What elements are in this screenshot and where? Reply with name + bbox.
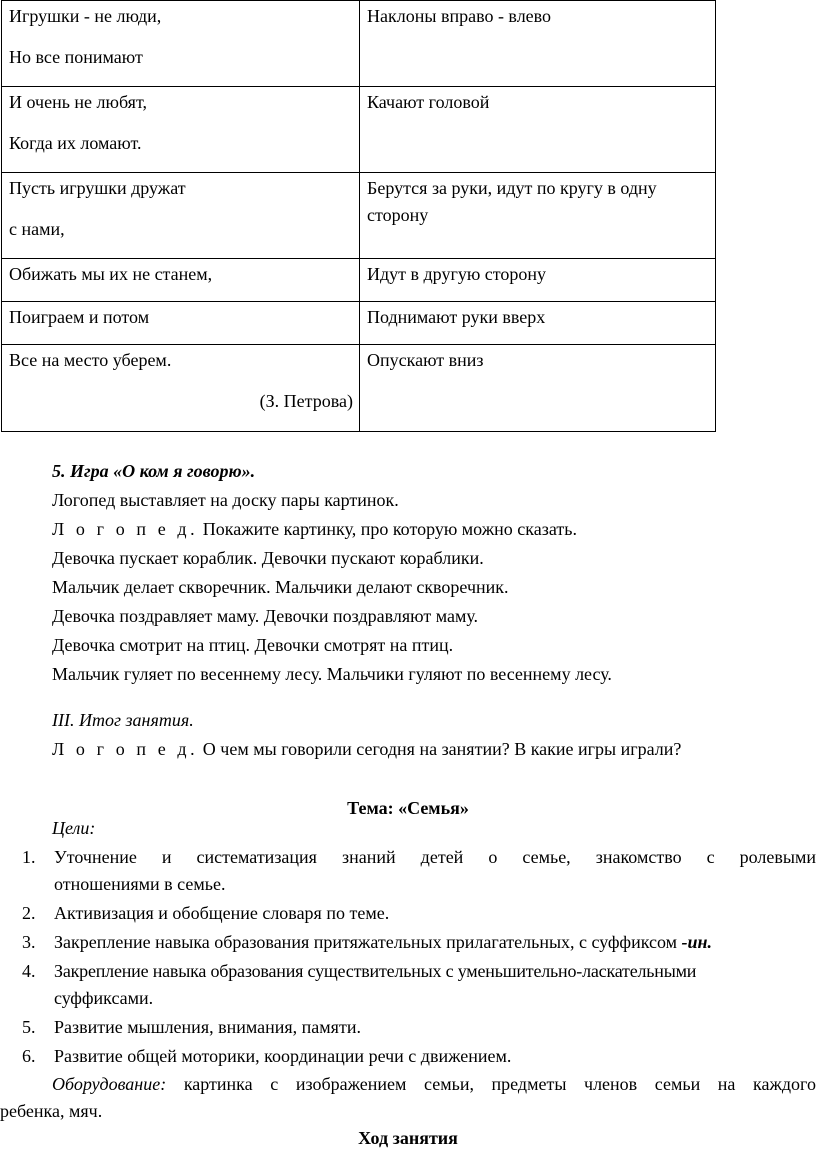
game-line: Девочка поздравляет маму. Девочки поздравляют маму. bbox=[52, 606, 479, 626]
goals-list bbox=[22, 844, 816, 1072]
movement-text: Опускают вниз bbox=[367, 350, 484, 370]
poem-line-cell bbox=[2, 302, 360, 345]
table-row bbox=[2, 302, 716, 345]
goal-text: суффиксами. bbox=[54, 988, 154, 1008]
poem-line-cell bbox=[2, 1, 360, 87]
summary-text: О чем мы говорили сегодня на занятии? В какие игры играли? bbox=[202, 739, 682, 759]
equipment-label: Оборудование: bbox=[52, 1074, 167, 1094]
goals-label: Цели: bbox=[52, 818, 96, 838]
game-section bbox=[52, 457, 812, 689]
goal-text: отношениями в семье. bbox=[54, 874, 226, 894]
poem-line-cell bbox=[2, 259, 360, 302]
game-line: Девочка смотрит на птиц. Девочки смотрят на птиц. bbox=[52, 635, 454, 655]
poem-line: Все на место уберем. bbox=[9, 350, 172, 370]
summary-line bbox=[52, 735, 812, 764]
list-number: 5. bbox=[22, 1017, 36, 1037]
equipment-line bbox=[0, 1071, 816, 1098]
list-item bbox=[22, 1014, 816, 1041]
movement-text: Качают головой bbox=[367, 92, 490, 112]
list-number: 4. bbox=[22, 961, 36, 981]
poem-line-cell bbox=[2, 87, 360, 173]
list-item bbox=[22, 900, 816, 927]
table-row bbox=[2, 87, 716, 173]
summary-title: III. Итог занятия. bbox=[52, 710, 194, 730]
poem-line-cell bbox=[2, 345, 360, 432]
poem-line: с нами, bbox=[9, 219, 65, 239]
movement-text: сторону bbox=[367, 205, 429, 225]
summary-section bbox=[52, 706, 812, 764]
poem-line-cell bbox=[2, 173, 360, 259]
goal-text: Закрепление навыка образования притяжательных прилагательных, с суффиксом bbox=[54, 932, 678, 952]
movement-cell bbox=[360, 87, 716, 173]
poem-line: Когда их ломают. bbox=[9, 133, 142, 153]
speaker-line bbox=[52, 515, 812, 544]
list-item bbox=[22, 844, 816, 898]
table-row bbox=[2, 345, 716, 432]
list-item bbox=[22, 929, 816, 956]
poem-line: Но все понимают bbox=[9, 47, 143, 67]
game-title: 5. Игра «О ком я говорю». bbox=[52, 461, 256, 481]
equipment-text: картинка с изображением семьи, предметы членов семьи на каждого bbox=[183, 1074, 816, 1094]
suffix-text: -ин. bbox=[681, 932, 713, 952]
movement-text: Берутся за руки, идут по кругу в одну bbox=[367, 178, 657, 198]
speaker-text: Покажите картинку, про которую можно сказать. bbox=[202, 519, 577, 539]
goal-text: Закрепление навыка образования существительных с уменьшительно-ласкательными bbox=[54, 961, 697, 981]
table-row bbox=[2, 259, 716, 302]
list-item bbox=[22, 958, 816, 1012]
speaker-label: Л о г о п е д. bbox=[52, 739, 199, 759]
goal-text: Развитие общей моторики, координации речи с движением. bbox=[54, 1046, 512, 1066]
list-number: 6. bbox=[22, 1046, 36, 1066]
table-row bbox=[2, 173, 716, 259]
movement-text: Наклоны вправо - влево bbox=[367, 6, 552, 26]
game-line: Логопед выставляет на доску пары картинок. bbox=[52, 490, 399, 510]
game-line: Мальчик гуляет по весеннему лесу. Мальчики гуляют по весеннему лесу. bbox=[52, 664, 612, 684]
poem-line: Поиграем и потом bbox=[9, 307, 150, 327]
table-row bbox=[2, 1, 716, 87]
movement-cell bbox=[360, 345, 716, 432]
goal-text: Уточнение и систематизация знаний детей о семье, знакомство с ролевыми bbox=[54, 847, 816, 867]
poem-line: И очень не любят, bbox=[9, 92, 147, 112]
poem-line: Обижать мы их не станем, bbox=[9, 264, 213, 284]
movement-cell bbox=[360, 1, 716, 87]
movement-cell bbox=[360, 173, 716, 259]
poem-line: Пусть игрушки дружат bbox=[9, 178, 186, 198]
game-line: Девочка пускает кораблик. Девочки пускают кораблики. bbox=[52, 548, 484, 568]
movement-text: Идут в другую сторону bbox=[367, 264, 547, 284]
goal-text: Активизация и обобщение словаря по теме. bbox=[54, 903, 390, 923]
speaker-label: Л о г о п е д. bbox=[52, 519, 199, 539]
list-item bbox=[22, 1043, 816, 1070]
poem-author: (З. Петрова) bbox=[259, 391, 353, 411]
equipment-line: ребенка, мяч. bbox=[0, 1101, 103, 1121]
topic-title: Тема: «Семья» bbox=[347, 798, 469, 818]
goal-text: Развитие мышления, внимания, памяти. bbox=[54, 1017, 361, 1037]
list-number: 1. bbox=[22, 847, 36, 867]
equipment-paragraph bbox=[0, 1071, 816, 1125]
poem-line: Игрушки - не люди, bbox=[9, 6, 162, 26]
movement-text: Поднимают руки вверх bbox=[367, 307, 546, 327]
game-line: Мальчик делает скворечник. Мальчики делают скворечник. bbox=[52, 577, 509, 597]
list-number: 2. bbox=[22, 903, 36, 923]
course-title: Ход занятия bbox=[358, 1128, 458, 1148]
movement-cell bbox=[360, 302, 716, 345]
list-number: 3. bbox=[22, 932, 36, 952]
movement-cell bbox=[360, 259, 716, 302]
poem-table bbox=[1, 0, 716, 432]
